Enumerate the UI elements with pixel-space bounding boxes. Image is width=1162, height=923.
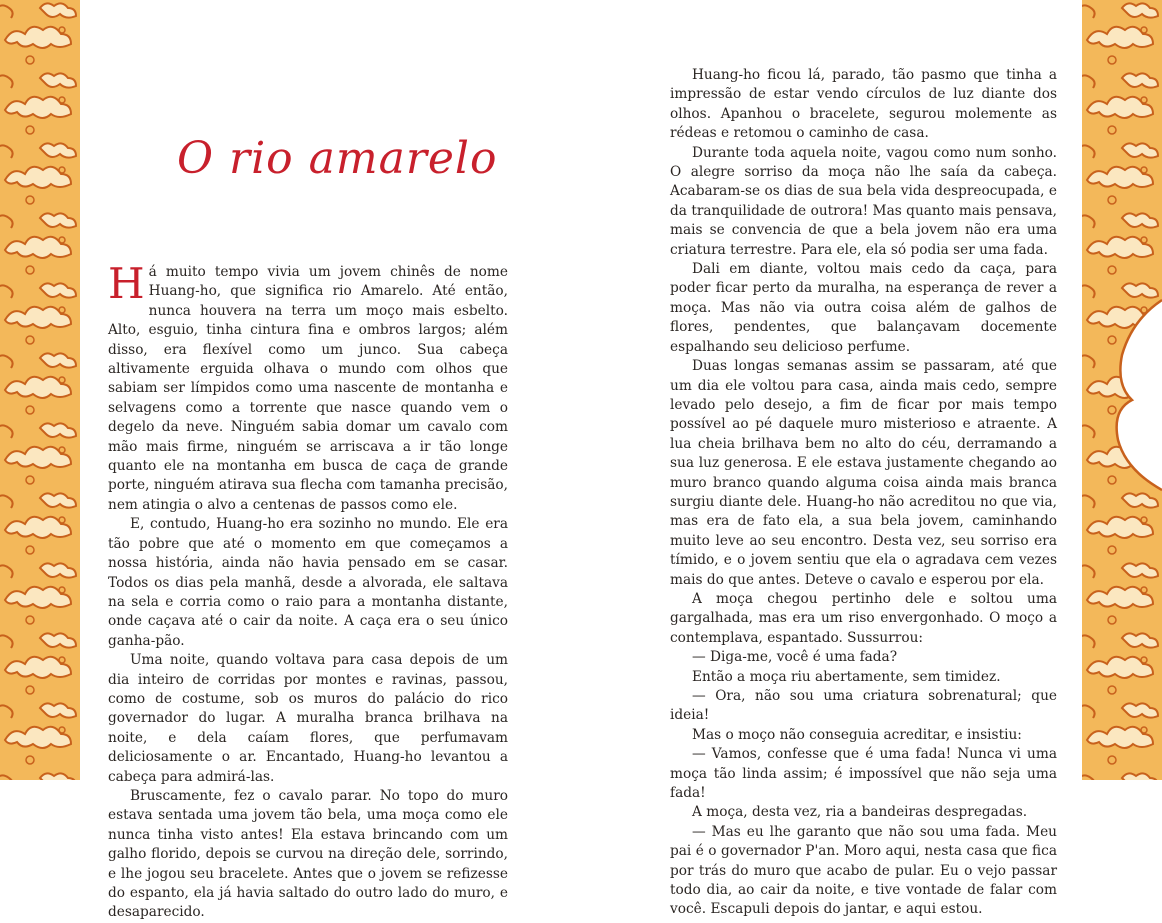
paragraph: Durante toda aquela noite, vagou como num sonho. O alegre sorriso da moça não lhe saía da cabeça. Acabaram-se os dias de sua bela vida despreocupada, e da tranquilidade de outrora! Mas quanto mais pensava, mais se convencia de que a bela jovem não era uma criatura terrestre. Para ele, ela só podia ser uma fada. — [670, 144, 1057, 258]
right-page-body — [670, 66, 1057, 920]
chapter-title: O rio amarelo — [177, 133, 498, 184]
cloud-border-left — [0, 0, 80, 780]
paragraph: Huang-ho ficou lá, parado, tão pasmo que tinha a impressão de estar vendo círculos de luz diante dos olhos. Apanhou o bracelete, segurou molemente as rédeas e retomou o caminho de casa. — [670, 67, 1057, 142]
cloud-pattern-right — [1082, 0, 1162, 780]
dialogue-line: — Vamos, confesse que é uma fada! Nunca vi uma moça tão linda assim; é impossível que não seja uma fada! — [670, 746, 1057, 802]
right-page — [540, 0, 1082, 918]
dialogue-line: — Mas eu lhe garanto que não sou uma fada. Meu pai é o governador P'an. Moro aqui, nesta casa que fica por trás do muro que acabo de pular. Eu o vejo passar todo dia, ao cair da noite, e tive vontade de falar com você. Escapuli depois do jantar, e aqui estou. — [670, 823, 1057, 918]
drop-cap: H — [108, 259, 145, 308]
cloud-border-right — [1082, 0, 1162, 780]
dialogue-line: — Diga-me, você é uma fada? — [692, 649, 898, 666]
left-page-body — [108, 259, 508, 923]
cloud-pattern-left — [0, 0, 80, 780]
paragraph: Bruscamente, fez o cavalo parar. No topo do muro estava sentada uma jovem tão bela, uma moça como ele nunca tinha visto antes! Ela estava brincando com um galho florido, depois se curvou na direção dele, sorrindo, e lhe jogou seu bracelete. Antes que o jovem se refizesse do espanto, ela já havia saltado do outro lado do muro, e desaparecido. — [108, 787, 508, 921]
paragraph: Dali em diante, voltou mais cedo da caça, para poder ficar perto da muralha, na esperança de rever a moça. Mas não via outra coisa além de galhos de flores, pendentes, que balançavam docemente espalhando seu delicioso perfume. — [670, 261, 1057, 355]
paragraph: Há muito tempo vivia um jovem chinês de nome Huang-ho, que significa rio Amarelo. Até então, nunca houvera na terra um moço mais esbelto. Alto, esguio, tinha cintura fina e ombros largos; além disso, era flexível como um junco. Sua cabeça altivamente erguida olhava o mundo com olhos que sabiam ser límpidos como uma nascente de montanha e selvagens como a torrente que nasce quando vem o degelo da neve. Ninguém sabia domar um cavalo com mão mais firme, ninguém se arriscava a ir tão longe quanto ele na montanha em busca de caça de grande porte, ninguém atirava sua flecha com tamanha precisão, nem atingia o alvo a centenas de passos como ele. — [108, 259, 508, 513]
paragraph: Então a moça riu abertamente, sem timidez. — [692, 668, 1001, 685]
left-page — [80, 0, 540, 921]
paragraph: Uma noite, quando voltava para casa depois de um dia inteiro de corridas por montes e ravinas, passou, como de costume, sob os muros do palácio do rico governador do lugar. A muralha branca brilhava na noite, e dela caíam flores, que perfumavam deliciosamente o ar. Encantado, Huang-ho levantou a cabeça para admirá-las. — [108, 652, 508, 785]
paragraph: Mas o moço não conseguia acreditar, e insistiu: — [692, 726, 1022, 743]
paragraph: Duas longas semanas assim se passaram, até que um dia ele voltou para casa, ainda mais cedo, sempre levado pelo desejo, a fim de ficar por mais tempo possível ao pé daquele muro misterioso e atraente. A lua cheia brilhava bem no alto do céu, derramando a sua luz generosa. E ele estava justamente chegando ao muro branco quando alguma coisa ainda mais branca surgiu diante dele. Huang-ho não acreditou no que via, mas era de fato ela, a sua bela jovem, caminhando muito leve ao seu encontro. Desta vez, seu sorriso era tímido, e o jovem sentiu que ela o agradava cem vezes mais do que antes. Deteve o cavalo e esperou por ela. — [670, 358, 1057, 588]
dialogue-line: — Ora, não sou uma criatura sobrenatural; que ideia! — [670, 688, 1057, 724]
paragraph: A moça, desta vez, ria a bandeiras despregadas. — [692, 804, 1028, 821]
paragraph: E, contudo, Huang-ho era sozinho no mundo. Ele era tão pobre que até o momento em que começamos a nossa história, ainda não havia pensado em se casar. Todos os dias pela manhã, desde a alvorada, ele saltava na sela e corria como o raio para a montanha distante, onde caçava até o cair da noite. A caça era o seu único ganha-pão. — [108, 516, 508, 649]
paragraph: A moça chegou pertinho dele e soltou uma gargalhada, mas era um riso envergonhado. O moço a contemplava, espantado. Sussurrou: — [670, 590, 1057, 646]
